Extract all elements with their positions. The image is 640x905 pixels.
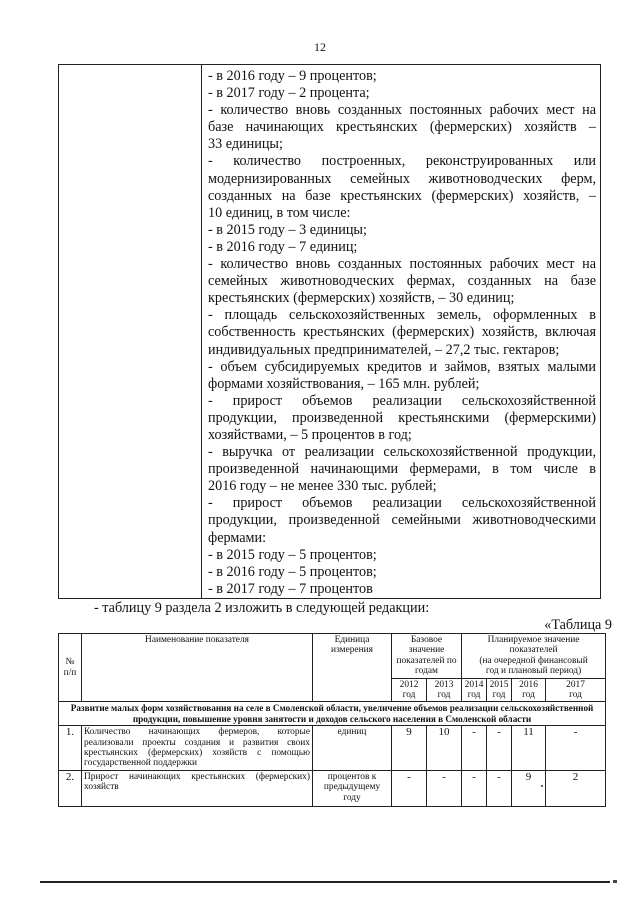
text-line: 10 единиц, в том числе: <box>208 204 351 221</box>
header-year: 2014 год <box>462 678 487 702</box>
row-value: - <box>462 770 487 806</box>
targets-text <box>202 65 600 598</box>
text-line: семейных животноводческих фермах, созданных на базе <box>208 273 596 290</box>
text-line: модернизированных семейных животноводческих ферм, <box>208 170 596 187</box>
empty-left-cell <box>59 65 202 599</box>
row-name: Прирост начинающих крестьянских (фермерских) хозяйств <box>82 770 313 806</box>
text-line: хозяйствами, – 5 процентов в год; <box>208 426 412 443</box>
bottom-rule <box>40 881 610 883</box>
scan-mark <box>613 880 617 883</box>
targets-cell <box>202 65 601 599</box>
row-name: Количество начинающих фермеров, которые реализовали проекты создания и развития своих крестьянских (фермерских) хозяйств с помощью государственной поддержки <box>82 726 313 771</box>
text-line: - в 2016 году – 9 процентов; <box>208 68 377 84</box>
row-num: 2. <box>59 770 82 806</box>
text-line: - в 2015 году – 5 процентов; <box>208 546 377 563</box>
text-line: формами хозяйствования, – 165 млн. рублей; <box>208 375 480 392</box>
row-unit: единиц <box>313 726 392 771</box>
header-year: 2016 год <box>512 678 546 702</box>
table-caption: «Таблица 9 <box>544 617 612 633</box>
text-line: - в 2015 году – 3 единицы; <box>208 221 367 238</box>
text-line: крестьянских (фермерских) хозяйств, – 30 единиц; <box>208 290 515 307</box>
text-line: - в 2016 году – 5 процентов; <box>208 563 377 580</box>
instruction-text: - таблицу 9 раздела 2 изложить в следующей редакции: <box>94 600 430 616</box>
scan-speck <box>541 785 543 787</box>
row-value: - <box>487 726 512 771</box>
row-value: 11 <box>512 726 546 771</box>
text-line: базе начинающих крестьянских (фермерских) хозяйств – <box>208 119 596 136</box>
text-line: - количество вновь созданных постоянных рабочих мест на <box>208 102 596 119</box>
text-line: индивидуальных предпринимателей, – 27,2 тыс. гектаров; <box>208 341 560 358</box>
header-year: 2017 год <box>546 678 606 702</box>
table-9 <box>58 633 606 807</box>
text-line: - в 2017 году – 7 процентов <box>208 580 373 597</box>
row-value: - <box>392 770 427 806</box>
header-year: 2012 год <box>392 678 427 702</box>
text-line: - в 2016 году – 7 единиц; <box>208 238 358 255</box>
text-line: созданных на базе крестьянских (фермерских) хозяйств, – <box>208 187 596 204</box>
text-line: 2016 году – не менее 330 тыс. рублей; <box>208 478 437 495</box>
row-value: - <box>462 726 487 771</box>
section-title: Развитие малых форм хозяйствования на селе в Смоленской области, увеличение объемов реализации сельскохозяйственной продукции, повышение уровня занятости и доходов сельского населения в Смоленской области <box>59 702 606 726</box>
header-unit: Единица измерения <box>313 634 392 702</box>
row-value: 10 <box>427 726 462 771</box>
text-line: продукции, произведенной семейными животноводческими <box>208 512 596 529</box>
text-line: - количество построенных, реконструированных или <box>208 153 596 170</box>
row-value: - <box>427 770 462 806</box>
table-row <box>59 770 606 806</box>
header-year: 2015 год <box>487 678 512 702</box>
text-line: - объем субсидируемых кредитов и займов, взятых малыми <box>208 358 596 375</box>
text-line: собственность крестьянских (фермерских) хозяйств, включая <box>208 324 596 341</box>
text-line: - количество вновь созданных постоянных рабочих мест на <box>208 256 596 273</box>
header-indicator: Наименование показателя <box>82 634 313 702</box>
row-value: 2 <box>546 770 606 806</box>
row-value: - <box>487 770 512 806</box>
text-line: - в 2017 году – 2 процента; <box>208 85 370 102</box>
header-year: 2013 год <box>427 678 462 702</box>
page-number: 12 <box>314 40 326 54</box>
text-line: произведенной начинающими фермерами, в том числе в <box>208 461 596 478</box>
text-line: 33 единицы; <box>208 136 283 153</box>
text-line: фермами: <box>208 529 267 546</box>
row-num: 1. <box>59 726 82 771</box>
row-value: - <box>546 726 606 771</box>
text-line: - выручка от реализации сельскохозяйственной продукции, <box>208 444 596 461</box>
header-num: № п/п <box>59 634 82 702</box>
text-line: - прирост объемов реализации сельскохозяйственной <box>208 392 596 409</box>
header-base: Базовое значение показателей по годам <box>392 634 462 679</box>
row-value: 9 <box>392 726 427 771</box>
text-line: - площадь сельскохозяйственных земель, оформленных в <box>208 307 596 324</box>
row-value: 9 <box>512 770 546 806</box>
text-line: - прирост объемов реализации сельскохозяйственной <box>208 495 596 512</box>
continuation-table <box>58 64 601 599</box>
table-row <box>59 726 606 771</box>
header-planned: Планируемое значение показателей (на очередной финансовый год и плановый период) <box>462 634 606 679</box>
text-line: продукции, произведенной крестьянскими (фермерскими) <box>208 409 596 426</box>
row-unit: процентов к предыдущему году <box>313 770 392 806</box>
